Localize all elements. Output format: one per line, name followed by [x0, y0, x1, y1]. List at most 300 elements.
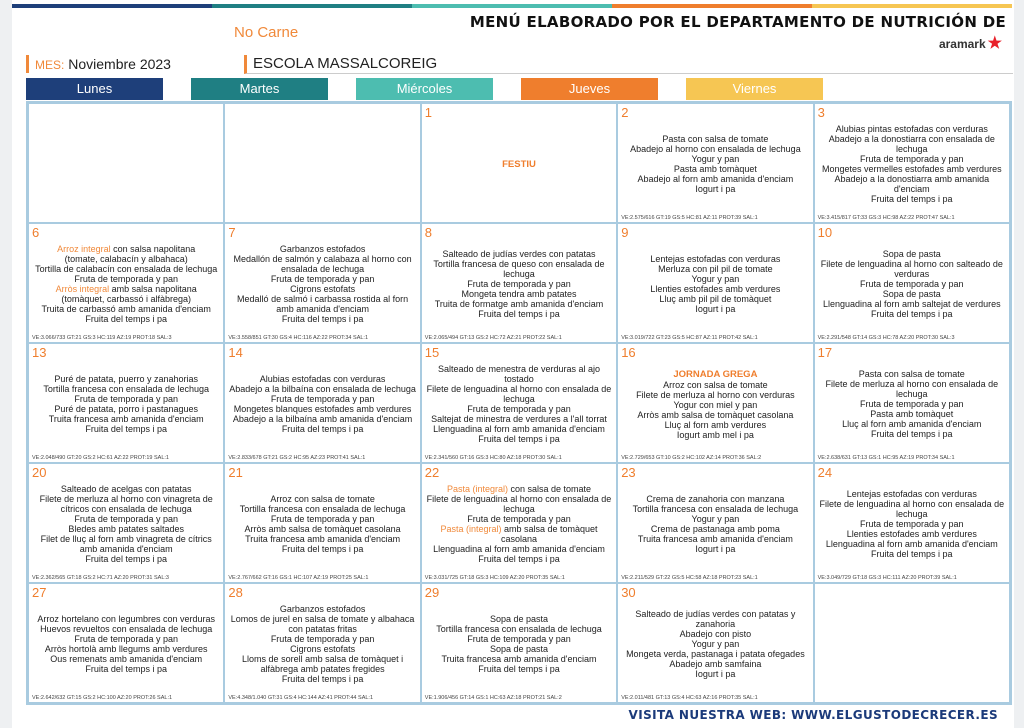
menu-line [31, 644, 221, 654]
menu-line [817, 194, 1007, 204]
menu-line [227, 674, 417, 684]
dish-text: Pasta con salsa de tomate [858, 369, 965, 379]
nutrition-info: VE:3.558/851 GT:30 GS:4 HC:116 AZ:22 PROT:34 SAL:1 [228, 335, 369, 341]
menu-line [817, 409, 1007, 419]
dish-text: Abadejo al forn amb amanida d'enciam [637, 174, 794, 184]
menu-line [424, 414, 614, 424]
day-number: 14 [228, 345, 243, 360]
stripe-segment [412, 4, 612, 8]
menu-line [31, 514, 221, 524]
menu-line [620, 514, 810, 524]
dish-text: Fruta de temporada y pan [467, 634, 571, 644]
menu-line [424, 634, 614, 644]
dish-text: Fruta de temporada y pan [270, 634, 375, 644]
dish-text: Arroz con salsa de tomate [663, 379, 768, 390]
day-number: 9 [621, 225, 629, 240]
day-menu [817, 236, 1007, 332]
menu-line [817, 249, 1007, 259]
menu-line [424, 554, 614, 564]
menu-line [817, 489, 1007, 499]
menu-line [31, 374, 221, 384]
menu-line [424, 524, 614, 544]
logo-text: aramark [938, 37, 986, 51]
menu-line [620, 544, 810, 554]
day-cell [617, 223, 813, 343]
menu-line [31, 284, 221, 294]
nutrition-info: VE:2.211/529 GT:22 GS:5 HC:58 AZ:18 PROT:23 SAL:1 [621, 575, 758, 581]
day-number: 24 [817, 465, 833, 480]
menu-line [424, 424, 614, 434]
dish-text: Filete de lenguadina al horno con salteado de verduras [820, 259, 1003, 279]
dish-text: Truita francesa amb amanida d'enciam [637, 534, 793, 544]
dish-text: Fruita del temps i pa [281, 544, 364, 554]
dish-text: Sopa de pasta [882, 289, 941, 299]
day-number: 30 [621, 585, 636, 600]
menu-line [424, 309, 614, 319]
dish-text: Mongeta tendra amb patates [461, 289, 577, 299]
day-number: 15 [424, 345, 440, 360]
menu-line [424, 384, 614, 404]
day-number: 13 [32, 345, 47, 360]
nutrition-info: VE:3.049/729 GT:18 GS:3 HC:111 AZ:20 PROT:39 SAL:1 [817, 575, 957, 581]
dish-text: Salteado de acelgas con patatas [60, 484, 192, 494]
menu-line [817, 309, 1007, 319]
menu-calendar-grid [26, 101, 1012, 705]
menu-line [424, 279, 614, 289]
dish-text: Iogurt amb mel i pa [676, 429, 754, 440]
day-cell [224, 343, 420, 463]
menu-line [31, 264, 221, 274]
day-number: 21 [228, 465, 243, 480]
dish-text: Sopa de pasta [882, 249, 941, 259]
menu-line [817, 164, 1007, 174]
menu-line [227, 494, 417, 504]
weekday-header [26, 78, 1012, 100]
dish-text: Fruita del temps i pa [281, 424, 364, 434]
day-number: 27 [32, 585, 47, 600]
dish-text: Fruta de temporada y pan [467, 404, 571, 414]
menu-line [227, 514, 417, 524]
dish-text: Lloms de sorell amb salsa de tomàquet i alfàbrega amb patates fregides [242, 654, 404, 674]
dish-text: Llenguadina al forn amb saltejat de verdures [822, 299, 1001, 309]
dish-text: Llenguadina al forn amb amanida d'enciam [433, 424, 605, 434]
stripe-segment [612, 4, 812, 8]
day-menu [424, 116, 614, 212]
day-menu [817, 596, 1007, 692]
dish-text: Fruita del temps i pa [85, 664, 167, 674]
dish-text: Yogur y pan [691, 154, 740, 164]
menu-line [817, 539, 1007, 549]
menu-line [620, 639, 810, 649]
menu-line [31, 614, 221, 624]
day-cell [814, 343, 1010, 463]
month-value: Noviembre 2023 [68, 56, 171, 72]
dish-text: Fruita del temps i pa [85, 554, 167, 564]
menu-line [424, 514, 614, 524]
dish-text: Lentejas estofadas con verduras [846, 489, 977, 499]
day-header-miércoles: Miércoles [356, 78, 493, 100]
menu-line [817, 259, 1007, 279]
menu-line [620, 494, 810, 504]
menu-line [620, 430, 810, 440]
dish-text: Arròs amb salsa de tomàquet casolana [244, 524, 401, 534]
dish-text: Abadejo a la bilbaína con ensalada de lechuga [229, 384, 416, 394]
dish-text: Tortilla francesa de queso con ensalada de lechuga [433, 259, 605, 279]
day-number: 8 [424, 225, 433, 240]
day-cell [28, 103, 224, 223]
dish-text: Abadejo amb samfaina [669, 659, 762, 669]
menu-line [620, 369, 810, 380]
menu-line [424, 664, 614, 674]
dish-text: Tortilla francesa con ensalada de lechuga [436, 624, 602, 634]
nutrition-info: VE:4.348/1.040 GT:31 GS:4 HC:144 AZ:41 PROT:44 SAL:1 [228, 695, 374, 701]
day-menu [31, 596, 221, 692]
nutrition-info: VE:2.341/560 GT:16 GS:3 HC:80 AZ:18 PROT:30 SAL:1 [424, 455, 562, 461]
day-menu [227, 356, 417, 452]
day-menu [31, 476, 221, 572]
star-icon: ★ [987, 35, 1002, 52]
dish-text: Fruita del temps i pa [871, 309, 953, 319]
menu-line [227, 604, 417, 614]
menu-line [620, 400, 810, 410]
website-footer[interactable]: VISITA NUESTRA WEB: WWW.ELGUSTODECRECER.ES [628, 708, 998, 722]
dish-text: Abadejo a la donostiarra con ensalada de lechuga [828, 134, 995, 154]
dish-text: Fruta de temporada y pan [860, 519, 964, 529]
menu-line [817, 299, 1007, 309]
menu-line [227, 654, 417, 674]
dish-text: Arròs amb salsa de tomàquet casolana [637, 409, 794, 420]
dish-text: Fruta de temporada y pan [270, 514, 375, 524]
menu-line [31, 404, 221, 414]
menu-line [817, 399, 1007, 409]
menu-line [620, 649, 810, 659]
day-menu [817, 116, 1007, 212]
dish-text: Filete de merluza al horno con verduras [636, 389, 795, 400]
dish-text: Truita de formatge amb amanida d'enciam [434, 299, 604, 309]
dish-text: (tomate, calabacín y albahaca) [64, 254, 188, 264]
dish-text: Abadejo a la bilbaína amb amanida d'enciam [232, 414, 413, 424]
month-field [26, 55, 255, 73]
dish-text: Medallón de salmón y calabaza al horno con ensalada de lechuga [233, 254, 412, 274]
dish-text: Iogurt i pa [695, 544, 736, 554]
menu-line [620, 144, 810, 154]
menu-line [620, 420, 810, 430]
dish-text: Cigrons estofats [290, 284, 356, 294]
dish-text: Fruta de temporada y pan [270, 274, 375, 284]
day-menu [227, 236, 417, 332]
day-number: 17 [817, 345, 833, 360]
dish-text-rest: con salsa napolitana [110, 244, 196, 254]
dish-text: Saltejat de minestra de verdures a l'all torrat [431, 414, 607, 424]
dish-text: Ous remenats amb amanida d'enciam [50, 654, 203, 664]
menu-line [817, 519, 1007, 529]
menu-line [620, 284, 810, 294]
dish-text: Filet de lluç al forn amb vinagreta de cítrics amb amanida d'enciam [40, 534, 212, 554]
dish-text: Fruita del temps i pa [478, 554, 560, 564]
dish-text: Crema de zanahoria con manzana [646, 494, 785, 504]
dish-text: Llenguadina al forn amb amanida d'enciam [825, 539, 998, 549]
dish-text: Llenguadina al forn amb amanida d'enciam [433, 544, 605, 554]
nutrition-info: VE:2.011/481 GT:13 GS:4 HC:63 AZ:16 PROT:35 SAL:1 [621, 695, 758, 701]
day-cell [224, 583, 420, 703]
dish-text: Abadejo a la donostiarra amb amanida d'enciam [834, 174, 990, 194]
menu-line [31, 554, 221, 564]
day-cell [28, 583, 224, 703]
menu-line [227, 284, 417, 294]
menu-line [227, 374, 417, 384]
menu-line [227, 534, 417, 544]
dish-text: Fruita del temps i pa [85, 314, 167, 324]
day-number: 2 [621, 105, 629, 120]
day-cell [814, 103, 1010, 223]
dish-text: Arroz con salsa de tomate [270, 494, 375, 504]
day-number: 1 [424, 105, 433, 120]
day-cell [814, 583, 1010, 703]
dish-text: Fruita del temps i pa [871, 549, 953, 559]
day-cell [617, 343, 813, 463]
dish-text: Yogur y pan [691, 639, 740, 649]
menu-line [227, 254, 417, 274]
nutrition-info: VE:2.291/548 GT:14 GS:3 HC:78 AZ:20 PROT:30 SAL:3 [817, 335, 955, 341]
menu-line [31, 624, 221, 634]
dish-text: Lluç al forn amb verdures [664, 419, 767, 430]
day-cell [421, 223, 617, 343]
dish-text: (tomàquet, carbassó i alfàbrega) [61, 294, 191, 304]
nutrition-info: VE:2.767/662 GT:16 GS:1 HC:107 AZ:19 PROT:25 SAL:1 [228, 575, 369, 581]
menu-line [620, 274, 810, 284]
menu-line [227, 614, 417, 634]
day-cell [421, 103, 617, 223]
dish-text: Fruta de temporada y pan [467, 279, 571, 289]
dish-text: Filete de merluza al horno con ensalada de lechuga [825, 379, 999, 399]
day-number: 16 [621, 345, 636, 360]
dish-text: Arroz integral [57, 244, 111, 254]
nutrition-info: VE:3.066/733 GT:21 GS:3 HC:119 AZ:19 PROT:18 SAL:3 [32, 335, 172, 341]
aramark-logo [939, 33, 1002, 53]
dish-text: Tortilla francesa con ensalada de lechuga [239, 504, 406, 514]
dish-text: Merluza con pil pil de tomate [658, 264, 773, 274]
menu-line [620, 609, 810, 629]
page-title: MENÚ ELABORADO POR EL DEPARTAMENTO DE NUTRICIÓN DE [469, 13, 1006, 31]
day-menu [31, 356, 221, 452]
dish-text: Fruita del temps i pa [478, 434, 560, 444]
stripe-segment [212, 4, 412, 8]
menu-line [620, 184, 810, 194]
dish-text: Fruta de temporada y pan [74, 634, 178, 644]
menu-line [227, 314, 417, 324]
dish-text: Truita de carbassó amb amanida d'enciam [41, 304, 211, 314]
dish-text: Tortilla de calabacín con ensalada de lechuga [35, 264, 218, 274]
school-name: ESCOLA MASSALCOREIG [244, 55, 1013, 74]
menu-line [620, 669, 810, 679]
dish-text-rest: con salsa de tomate [507, 484, 592, 494]
menu-line [424, 614, 614, 624]
menu-line [424, 299, 614, 309]
dish-text: Arròs hortolà amb llegums amb verdures [44, 644, 208, 654]
menu-line [620, 659, 810, 669]
menu-line [31, 524, 221, 534]
menu-line [31, 274, 221, 284]
day-number: 3 [817, 105, 825, 120]
dish-text: Fruta de temporada y pan [74, 274, 178, 284]
dish-text-rest: amb salsa de tomàquet casolana [500, 524, 598, 544]
dish-text: Fruta de temporada y pan [74, 394, 178, 404]
menu-line [817, 174, 1007, 194]
dish-text-rest: amb salsa napolitana [109, 284, 197, 294]
menu-line [424, 624, 614, 634]
dish-text: Garbanzos estofados [279, 244, 366, 254]
day-cell [421, 463, 617, 583]
dish-text: Alubias estofadas con verduras [259, 374, 386, 384]
day-header-martes: Martes [191, 78, 328, 100]
menu-line [31, 414, 221, 424]
dish-text: Mongetes blanques estofades amb verdures [233, 404, 412, 414]
dish-text: Filete de merluza al horno con vinagreta de cítricos con ensalada de lechuga [39, 494, 213, 514]
dish-text: Llenties estofades amb verdures [846, 529, 977, 539]
dish-text: Lluç al forn amb amanida d'enciam [842, 419, 982, 429]
dish-text: Fruita del temps i pa [478, 664, 560, 674]
menu-line [31, 424, 221, 434]
menu-line [31, 494, 221, 514]
day-cell [617, 463, 813, 583]
menu-line [620, 504, 810, 514]
dish-text: Tortilla francesa con ensalada de lechuga [43, 384, 209, 394]
menu-line [31, 654, 221, 664]
dish-text: Pasta amb tomàquet [673, 164, 757, 174]
dish-text: Truita francesa amb amanida d'enciam [48, 414, 204, 424]
day-number: 23 [621, 465, 636, 480]
menu-line [817, 124, 1007, 134]
day-menu [31, 236, 221, 332]
color-stripe [12, 4, 1012, 8]
nutrition-info: VE:2.362/565 GT:18 GS:2 HC:71 AZ:20 PROT:31 SAL:3 [32, 575, 169, 581]
day-cell [28, 223, 224, 343]
menu-line [620, 390, 810, 400]
dish-text: Fruita del temps i pa [871, 194, 953, 204]
dish-text: Tortilla francesa con ensalada de lechuga [632, 504, 799, 514]
menu-line [817, 134, 1007, 154]
nutrition-info: VE:2.729/653 GT:10 GS:2 HC:102 AZ:14 PROT:36 SAL:2 [621, 455, 762, 461]
day-cell [617, 583, 813, 703]
day-number: 22 [424, 465, 440, 480]
dish-text: Puré de patata, puerro y zanahorias [54, 374, 198, 384]
menu-line [424, 249, 614, 259]
menu-line [620, 134, 810, 144]
menu-line [620, 380, 810, 390]
special-day-label: JORNADA GREGA [673, 368, 758, 380]
dish-text: Truita francesa amb amanida d'enciam [441, 654, 597, 664]
menu-line [817, 279, 1007, 289]
dish-text: Iogurt i pa [695, 669, 736, 679]
menu-line [31, 314, 221, 324]
month-label: MES: [35, 58, 65, 72]
dish-text: Fruta de temporada y pan [74, 514, 178, 524]
nutrition-info: VE:2.833/678 GT:21 GS:2 HC:95 AZ:23 PROT:41 SAL:1 [228, 455, 366, 461]
day-cell [224, 463, 420, 583]
day-menu [620, 236, 810, 332]
stripe-segment [812, 4, 1012, 8]
day-cell [224, 223, 420, 343]
dish-text: Fruta de temporada y pan [860, 399, 964, 409]
menu-line [227, 524, 417, 534]
menu-line [620, 629, 810, 639]
day-menu [620, 356, 810, 452]
menu-line [227, 274, 417, 284]
day-cell [421, 583, 617, 703]
dish-text: Alubias pintas estofadas con verduras [835, 124, 988, 134]
menu-line [817, 419, 1007, 429]
menu-line [620, 410, 810, 420]
menu-line [424, 544, 614, 554]
menu-line [31, 394, 221, 404]
menu-line [817, 379, 1007, 399]
dish-text: Fruita del temps i pa [281, 674, 364, 684]
day-number: 20 [32, 465, 47, 480]
menu-line [227, 294, 417, 314]
day-menu [424, 356, 614, 452]
dish-text: Medalló de salmó i carbassa rostida al forn amb amanida d'enciam [237, 294, 409, 314]
dish-text: Filete de lenguadina al horno con ensalada de lechuga [426, 384, 612, 404]
dish-text: Arroz hortelano con legumbres con verduras [37, 614, 215, 624]
day-menu [424, 236, 614, 332]
menu-line [31, 244, 221, 254]
day-cell [28, 463, 224, 583]
dish-text: Lentejas estofadas con verduras [650, 254, 781, 264]
dish-text: Cigrons estofats [290, 644, 356, 654]
menu-line [227, 634, 417, 644]
menu-line [620, 304, 810, 314]
nutrition-info: VE:2.642/632 GT:15 GS:2 HC:100 AZ:20 PROT:26 SAL:1 [32, 695, 173, 701]
day-menu [227, 116, 417, 212]
menu-line [31, 664, 221, 674]
menu-line [31, 634, 221, 644]
menu-line [31, 304, 221, 314]
dish-text: Yogur con miel y pan [673, 399, 758, 410]
day-menu [817, 476, 1007, 572]
day-menu [227, 596, 417, 692]
special-day-label: FESTIU [502, 158, 536, 170]
day-menu [227, 476, 417, 572]
dish-text: Filete de lenguadina al horno con ensalada de lechuga [426, 494, 612, 514]
menu-line [424, 484, 614, 494]
menu-line [817, 369, 1007, 379]
day-header-lunes: Lunes [26, 78, 163, 100]
dish-text: Arròs integral [55, 284, 110, 294]
day-number: 10 [817, 225, 833, 240]
dish-text: Filete de lenguadina al horno con ensalada de lechuga [819, 499, 1005, 519]
day-cell [28, 343, 224, 463]
menu-line [620, 534, 810, 544]
menu-line [227, 424, 417, 434]
day-menu [620, 476, 810, 572]
menu-line [31, 484, 221, 494]
dish-text: Abadejo con pisto [679, 629, 752, 639]
dish-text: Pasta (integral) [440, 524, 502, 534]
dish-text: Crema de pastanaga amb poma [650, 524, 780, 534]
menu-line [817, 289, 1007, 299]
menu-line [620, 164, 810, 174]
dish-text: Pasta con salsa de tomate [662, 134, 769, 144]
dish-text: Truita francesa amb amanida d'enciam [245, 534, 401, 544]
menu-line [424, 494, 614, 514]
dish-text: Sopa de pasta [489, 614, 549, 624]
dish-text: Salteado de menestra de verduras al ajo tostado [437, 364, 601, 384]
menu-line [620, 294, 810, 304]
menu-line [424, 654, 614, 664]
dish-text: Huevos revueltos con ensalada de lechuga [40, 624, 213, 634]
dish-text: Fruta de temporada y pan [270, 394, 375, 404]
menu-line [424, 159, 614, 170]
